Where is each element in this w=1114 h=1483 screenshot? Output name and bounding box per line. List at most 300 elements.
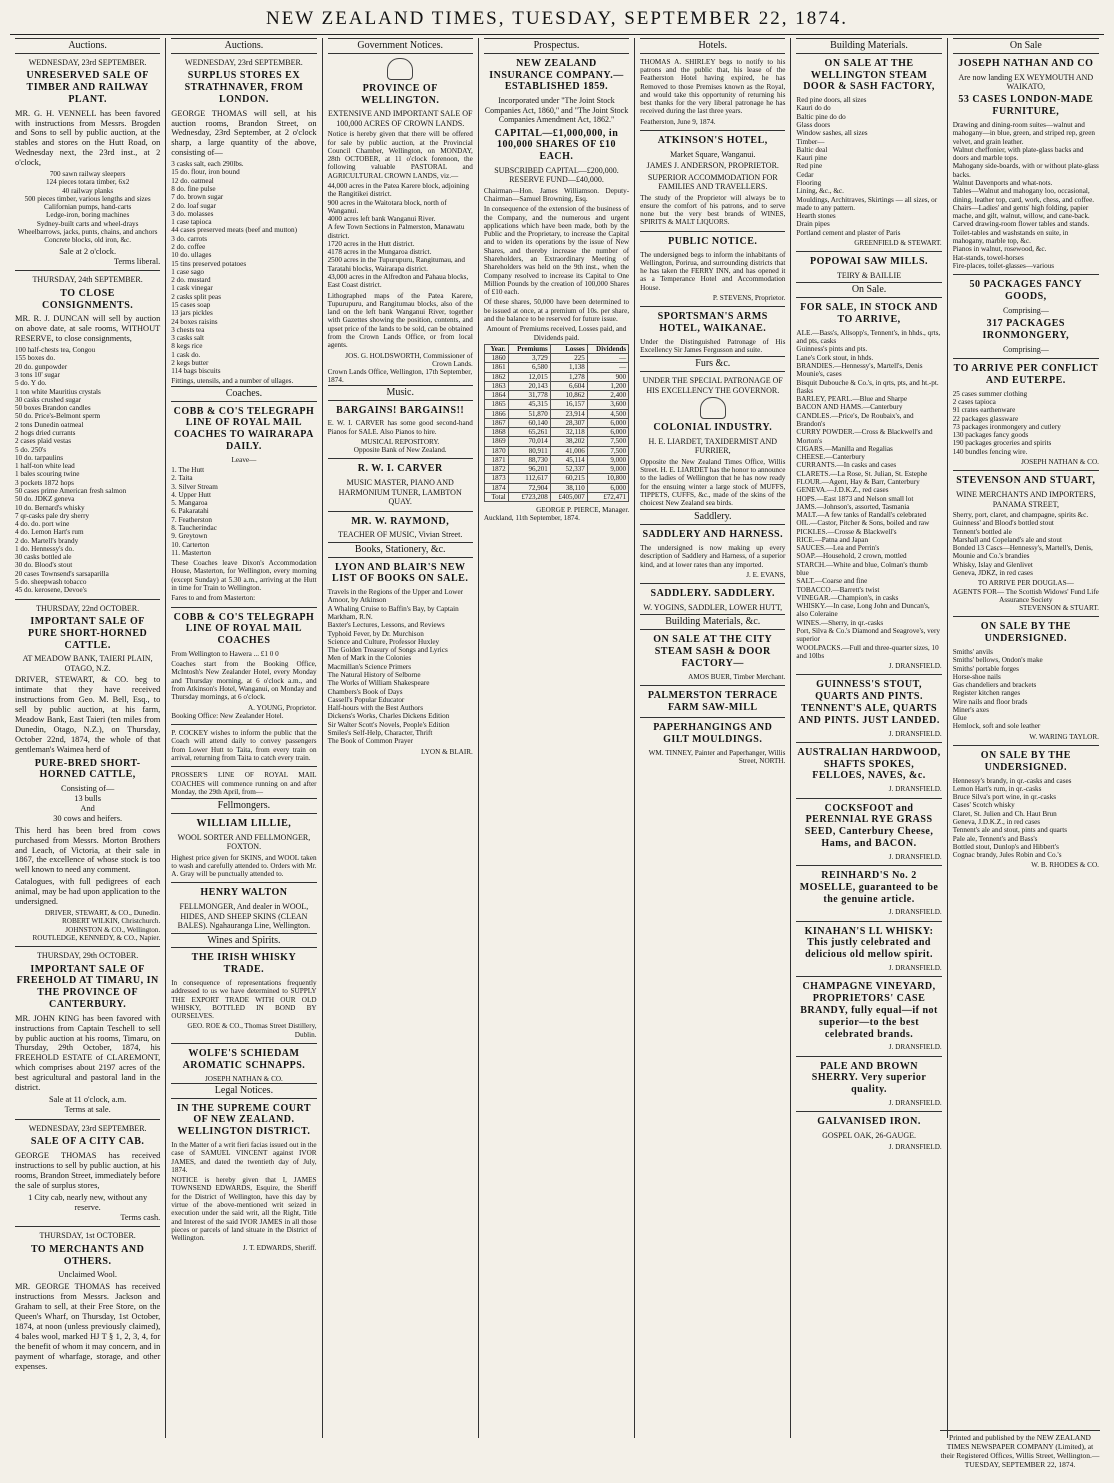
list-item: The Natural History of Selborne	[327, 670, 421, 679]
table-cell: 20,143	[508, 381, 550, 390]
fellmonger-sub: WOOL SORTER AND FELLMONGER, FOXTON.	[177, 832, 311, 852]
list-item: OIL.—Castor, Pitcher & Sons, boiled and raw	[796, 519, 930, 528]
list-item: Lining, &c., &c.	[796, 187, 844, 196]
prospectus-table-title: Amount of Premiums received, Losses paid, and Dividends paid.	[486, 325, 627, 342]
list-item: Port, Silva & Co.'s Diamond and Seagrove's, very superior	[796, 627, 940, 644]
table-cell: Year.	[484, 344, 508, 353]
hotel-body: The undersigned begs to inform the inhabitants of Wellington, Porirua, and surrounding districts that he has taken the FERRY INN, and has opened it as a Temperance Hotel and Accommodation House.	[640, 250, 786, 292]
list-item: Ledge-iron, boring machines	[46, 211, 130, 220]
list-item: 2 hogs dried currants	[15, 428, 76, 437]
table-cell: 16,157	[550, 400, 587, 409]
list-item: 1 do. Hennessy's do.	[15, 544, 74, 553]
undersigned-title: ON SALE BY THE UNDERSIGNED.	[980, 750, 1071, 773]
list-item: CHEESE.—Canterbury	[796, 453, 865, 462]
list-item: Californian pumps, hand-carts	[44, 203, 132, 212]
onsale-title: FOR SALE, IN STOCK AND TO ARRIVE,	[800, 302, 938, 326]
goods-title: 317 PACKAGES IRONMONGERY,	[982, 318, 1070, 341]
list-item: 1 ton white Mauritius crystals	[15, 387, 101, 396]
list-item: 2 do. Martell's brandy	[15, 536, 79, 545]
list-item: 5. Mangaroa	[171, 499, 208, 508]
column-on-sale	[948, 38, 1104, 1438]
fellmonger-title: HENRY WALTON	[200, 887, 288, 899]
list-item: 13 jars pickles	[171, 309, 213, 318]
list-item: 1 cask do.	[171, 350, 201, 359]
list-item: 15 do. flour, iron bound	[171, 168, 240, 177]
auction-body: MR. R. J. DUNCAN will sell by auction on above date, at sale rooms, WITHOUT RESERVE, to close consignments,	[15, 314, 161, 344]
prospectus-directors: Chairman—Hon. James Williamson. Deputy-Chairman—Samuel Browning, Esq.	[483, 186, 630, 204]
gov-sub: EXTENSIVE AND IMPORTANT SALE OF 100,000 ACRES OF CROWN LANDS.	[327, 109, 473, 128]
list-item: Chairs—Ladies' and gents' high folding, papier mache, and gilt, walnut, willow, and cane-back.	[952, 203, 1090, 221]
list-item: 20 do. gunpowder	[15, 362, 68, 371]
wine-sign: GEO. ROE & CO., Thomas Street Distillery, Dublin.	[187, 1022, 317, 1039]
onsale-title: REINHARD'S No. 2 MOSELLE, guaranteed to be the genuine article.	[799, 870, 939, 905]
auction-date: WEDNESDAY, 23rd SEPTEMBER.	[28, 1123, 147, 1133]
legal-notice: NOTICE is hereby given that I, JAMES TOWNSEND EDWARDS, Esquire, the Sheriff for the District of Wellington, have this day by virtue of the above-mentioned writ seized in execution under the said writ, all the Right, Title and Interest of the said IVOR JAMES in all those pieces or parcels of land situate in the District of Wellington.	[171, 1176, 317, 1243]
table-cell: 1872	[484, 465, 508, 474]
table-cell: 31,778	[508, 391, 550, 400]
hotel-date: Featherston, June 9, 1874.	[640, 117, 716, 126]
list-item: Hennessy's brandy, in qr.-casks and cases	[952, 776, 1072, 785]
undersigned-sign: W. B. RHODES & CO.	[1031, 861, 1099, 870]
list-item: Gas chandeliers and brackets	[952, 681, 1037, 690]
auction-body: Catalogues, with full pedigrees of each animal, may be had upon application to the undersigned.	[15, 877, 161, 907]
auction-body: DRIVER, STEWART, & CO. beg to intimate that they have received instructions from Geo. M. Bell, Esq., to sell by public auction, at his farm, Meadow Bank, East Taieri (ten miles from Dunedin, Otago, N.Z.), on Thursday, October 22nd, 1874, the whole of that gentleman's Waimea herd of	[15, 675, 161, 754]
table-cell: 6,604	[550, 381, 587, 390]
hotel-title: SPORTSMAN'S ARMS HOTEL, WAIKANAE.	[657, 311, 768, 334]
list-item: 8 kegs rice	[171, 342, 203, 351]
list-item: 8 do. fine pulse	[171, 185, 216, 193]
list-item: Tables—Walnut and mahogany loo, occasional, dining, leather top, card, work, chess, and coffee.	[952, 187, 1095, 204]
wine-title: THE IRISH WHISKY TRADE.	[191, 952, 297, 976]
list-item: CURRANTS.—In casks and cases	[796, 461, 897, 470]
list-item: 900 acres in the Waitotara block, north of Wanganui.	[327, 198, 447, 215]
fellmonger-body: Highest price given for SKINS, and WOOL taken to wash and carefully attended to. Orders with Mr. A. Gray will be punctually attended to.	[171, 853, 317, 879]
table-cell: 1867	[484, 418, 508, 427]
undersigned-title: ON SALE BY THE UNDERSIGNED.	[980, 621, 1071, 645]
list-item: Kauri pine	[796, 154, 827, 163]
auction-date: THURSDAY, 29th OCTOBER.	[37, 951, 139, 961]
list-item: Travels in the Regions of the Upper and Lower Amoor, by Atkinson	[327, 588, 464, 605]
table-cell: 1862	[484, 372, 508, 381]
auction-tail: Fittings, utensils, and a number of ullages.	[171, 377, 294, 386]
table-row	[484, 381, 628, 390]
list-item: 3 do. carrots	[171, 234, 208, 243]
auction-item: 1 City cab, nearly new, without any reserve.	[28, 1192, 148, 1212]
premium-table	[484, 344, 629, 502]
nathan-sub: Are now landing EX WEYMOUTH AND WAIKATO,	[958, 72, 1094, 92]
list-item: Fire-places, toilet-glasses—various	[952, 261, 1055, 270]
section-heading: Building Materials.	[796, 38, 941, 54]
building-title: PALMERSTON TERRACE FARM SAW-MILL	[647, 689, 778, 713]
onsale-sign: J. DRANSFIELD.	[888, 908, 942, 917]
list-item: Cognac brandy, Jules Robin and Co.'s	[952, 851, 1062, 860]
table-cell: 10,862	[550, 391, 587, 400]
list-item: Sherry, port, claret, and champagne, spirits &c.	[952, 510, 1089, 519]
column-building-materials	[791, 38, 947, 1438]
list-item: 9. Greytown	[171, 532, 208, 541]
list-item: 114 bags biscuits	[171, 367, 221, 376]
list-item: Kauri do do	[796, 104, 831, 113]
table-cell: 1860	[484, 354, 508, 363]
list-item: Tennent's ale and stout, pints and quarts	[952, 826, 1068, 835]
table-cell: 1864	[484, 391, 508, 400]
list-item: Smiths' portable forges	[952, 664, 1019, 673]
stevenson-arrive: TO ARRIVE PER DOUGLAS—	[977, 579, 1074, 588]
list-item: Bisquit Dubouche & Co.'s, in qrts, pts, and ht.-pt. flasks	[796, 378, 939, 395]
list-item: Horse-shoe nails	[952, 672, 1001, 681]
table-row	[484, 354, 628, 363]
list-item: Red pine	[796, 162, 823, 171]
auction-and: And	[80, 803, 95, 813]
list-item: Science and Culture, Professor Huxley	[327, 637, 440, 646]
list-item: The Works of William Shakespeare	[327, 679, 430, 688]
list-item: Typhoid Fever, by Dr. Murchison	[327, 629, 424, 638]
list-item: Timber—	[796, 137, 825, 146]
coach-title: COBB & CO'S TELEGRAPH LINE OF ROYAL MAIL COACHES	[173, 611, 315, 647]
table-row	[484, 344, 628, 353]
list-item: 1720 acres in the Hutt district.	[327, 239, 415, 248]
list-item: 2 casks split peas	[171, 292, 221, 301]
auction-body: MR. G. H. VENNELL has been favored with instructions from Messrs. Brogden and Sons to sell by public auction, at the stables and stores on the Hutt Road, on Wednesday next, the 23rd inst., at 2 o'clock,	[15, 108, 161, 168]
auction-place: AT MEADOW BANK, TAIERI PLAIN, OTAGO, N.Z.	[22, 654, 153, 673]
wine-title: WOLFE'S SCHIEDAM AROMATIC SCHNAPPS.	[182, 1047, 306, 1071]
auction-title: IMPORTANT SALE OF FREEHOLD AT TIMARU, IN THE PROVINCE OF CANTERBURY.	[16, 963, 159, 1010]
table-cell: Dividends	[587, 344, 628, 353]
column-auctions-1	[10, 38, 166, 1438]
building-title: ON SALE AT THE WELLINGTON STEAM DOOR & SASH FACTORY,	[803, 57, 935, 93]
list-item: Glass doors	[796, 121, 831, 130]
list-item: Marshall and Copeland's ale and stout	[952, 535, 1062, 544]
table-cell: 1861	[484, 363, 508, 372]
list-item: Macmillan's Science Primers	[327, 662, 412, 671]
building-sign: GREENFIELD & STEWART.	[854, 238, 942, 247]
table-cell: 7,500	[587, 437, 628, 446]
hotel-body: Under the Distinguished Patronage of His Excellency Sir James Fergusson and suite.	[640, 337, 786, 355]
list-item: 7 do. brown sugar	[171, 193, 224, 202]
auction-date: WEDNESDAY, 23rd SEPTEMBER.	[28, 57, 147, 67]
table-cell: 1,278	[550, 372, 587, 381]
building-sub: TEIRY & BAILLIE	[836, 271, 902, 281]
auction-date: THURSDAY, 24th SEPTEMBER.	[32, 275, 143, 285]
list-item: 6. Pakaratahi	[171, 507, 209, 516]
list-item: Concrete blocks, old iron, &c.	[44, 236, 132, 245]
section-heading: Coaches.	[171, 386, 316, 402]
saddlery-body: The undersigned is now making up every description of Saddlery and Harness, of a superior kind, and at lower rates than any imported.	[640, 543, 786, 569]
building-sign: WM. TINNEY, Painter and Paperhanger, Willis Street, NORTH.	[648, 749, 786, 766]
list-item: 2. Taita	[171, 474, 193, 483]
building-title: PAPERHANGINGS AND GILT MOULDINGS.	[653, 722, 773, 746]
coach-sign: A. YOUNG, Proprietor.	[247, 703, 317, 712]
prospectus-title: NEW ZEALAND INSURANCE COMPANY.—ESTABLISHED 1859.	[489, 57, 624, 93]
table-cell: 6,000	[587, 418, 628, 427]
section-heading: Auctions.	[171, 38, 316, 54]
list-item: 1 bales scouring twine	[15, 470, 80, 479]
table-cell: 60,215	[550, 474, 587, 483]
list-item: 2 do. loaf sugar	[171, 201, 216, 210]
list-item: ROUTLEDGE, KENNEDY, & CO., Napier.	[32, 933, 161, 942]
onsale-title: AUSTRALIAN HARDWOOD, SHAFTS SPOKES, FELLOES, NAVES, &c.	[797, 746, 941, 782]
list-item: 1 half-ton white lead	[15, 462, 75, 471]
coach-stop-list	[171, 466, 316, 557]
music-title: MR. W. RAYMOND,	[351, 515, 450, 527]
list-item: Hearth stones	[796, 212, 836, 221]
list-item: 24 boxes raisins	[171, 317, 218, 326]
onsale-title: GALVANISED IRON.	[817, 1116, 921, 1128]
auction-date: WEDNESDAY, 23rd SEPTEMBER.	[185, 57, 303, 67]
list-item: 2500 acres in the Tupurupuru, Rangitumau, and Taratahi blocks, Wairarapa district.	[327, 256, 465, 273]
undersigned-sign: W. WARING TAYLOR.	[1029, 732, 1099, 741]
section-heading: Legal Notices.	[171, 1083, 316, 1099]
books-title: LYON AND BLAIR'S NEW LIST OF BOOKS ON SALE.	[332, 561, 469, 585]
table-cell: 1869	[484, 437, 508, 446]
list-item: 2 do. mustard	[171, 276, 211, 285]
table-cell: 3,729	[508, 354, 550, 363]
list-item: Baltic pine do do	[796, 112, 846, 121]
royal-crest-icon	[700, 397, 726, 419]
table-row	[484, 483, 628, 492]
list-item: TOBACCO.—Barrett's twist	[796, 585, 880, 594]
auction-title: SALE OF A CITY CAB.	[30, 1136, 145, 1148]
list-item: DRIVER, STEWART, & CO., Dunedin.	[44, 909, 161, 918]
table-cell: 80,911	[508, 446, 550, 455]
list-item: WOOLPACKS.—Full and three-quarter sizes, 10 and 10lbs	[796, 643, 939, 660]
list-item: GENEVA.—J.D.K.Z., red cases	[796, 486, 889, 495]
furs-head: UNDER THE SPECIAL PATRONAGE OF HIS EXCELLENCY THE GOVERNOR.	[642, 376, 783, 395]
smith-list	[953, 648, 1099, 731]
onsale-sign: J. DRANSFIELD.	[888, 662, 942, 671]
list-item: 2 tons Dunedin oatmeal	[15, 420, 84, 429]
list-item: 3 do. molasses	[171, 209, 214, 218]
section-heading: Government Notices.	[328, 38, 473, 54]
saddlery-title: SADDLERY. SADDLERY.	[650, 588, 775, 600]
list-item: Geneva, JDKZ, in red cases	[952, 568, 1033, 577]
list-item: 5 do. 250's	[15, 445, 47, 454]
furniture-list	[953, 121, 1099, 270]
onsale-item-list	[796, 329, 941, 660]
list-item: Chambers's Book of Days	[327, 687, 403, 696]
list-item: Cedar	[796, 170, 814, 179]
list-item: 2 cases plaid vestas	[15, 437, 72, 446]
list-item: Portland cement and plaster of Paris	[796, 228, 901, 237]
list-item: BRANDIES.—Hennessy's, Martell's, Denis Mounie's, cases	[796, 362, 923, 379]
table-cell: 38,202	[550, 437, 587, 446]
paper-date: TUESDAY, SEPTEMBER 22, 1874.	[512, 8, 849, 29]
table-row	[484, 437, 628, 446]
auction-terms: Terms cash.	[120, 1212, 161, 1222]
list-item: Wire nails and floor brads	[952, 697, 1028, 706]
section-heading: Prospectus.	[484, 38, 629, 54]
table-cell: £405,007	[550, 492, 587, 501]
hotel-body: THOMAS A. SHIRLEY begs to notify to his patrons and the public that, his lease of the Featherston Hotel having expired, he has Removed to those Premises known as the Royal, and would take this opportunity of returning his best thanks for the very liberal patronage he has received during the last three years.	[640, 57, 786, 116]
books-sign: LYON & BLAIR.	[421, 747, 473, 756]
table-cell: 1871	[484, 455, 508, 464]
table-cell: Premiums	[508, 344, 550, 353]
table-cell: 96,201	[508, 465, 550, 474]
royal-crest-icon	[387, 58, 413, 80]
wine-list	[953, 511, 1099, 577]
prospectus-reserve: SUBSCRIBED CAPITAL—£200,000. RESERVE FUND—£40,000.	[494, 165, 619, 185]
music-sub: MUSIC MASTER, PIANO AND HARMONIUM TUNER, LAMBTON QUAY.	[338, 478, 462, 507]
onsale-sign: J. DRANSFIELD.	[888, 852, 942, 861]
list-item: 10 do. Bernard's whisky	[15, 503, 85, 512]
publisher-imprint: Printed and published by the NEW ZEALAND TIMES NEWSPAPER COMPANY (Limited), at their Registered Offices, Willis Street, Wellington.—TUESDAY, SEPTEMBER 22, 1874.	[940, 1430, 1100, 1469]
list-item: CURRY POWDER.—Cross & Blackwell's and Morton's	[796, 428, 933, 445]
coach-fares-title: Fares to and from Masterton:	[171, 594, 256, 603]
onsale-sign: J. DRANSFIELD.	[888, 1142, 942, 1151]
building-title: ON SALE AT THE CITY STEAM SASH & DOOR FACTORY—	[653, 634, 773, 669]
table-cell: 65,261	[508, 428, 550, 437]
onsale-sign: J. DRANSFIELD.	[888, 1043, 942, 1052]
auction-consisting: Consisting of—	[61, 784, 115, 794]
coach-fare: From Wellington to Hawera ... £1 0 0	[171, 649, 279, 658]
coach-body: P. COCKEY wishes to inform the public that the Coach will attend daily to convey passengers from Lower Hutt to Taita, from every train on arrival, returning from Taita to catch every train.	[171, 729, 317, 762]
list-item: 4178 acres in the Mungaroa district.	[327, 248, 432, 257]
auction-herd: PURE-BRED SHORT-HORNED CATTLE,	[34, 757, 141, 781]
table-cell: Total	[484, 492, 508, 501]
section-heading: Fellmongers.	[171, 798, 316, 814]
auction-count: 13 bulls	[74, 794, 102, 804]
list-item: 30 casks crushed sugar	[15, 395, 82, 404]
fellmonger-sub: FELLMONGER, And dealer in WOOL, HIDES, AND SHEEP SKINS (CLEAN BALES). Ngahauranga Line, Wellington.	[177, 902, 311, 931]
table-cell: £72,471	[587, 492, 628, 501]
table-cell: 225	[550, 354, 587, 363]
music-body: E. W. I. CARVER has some good second-hand Pianos for SALE. Also Pianos to hire.	[327, 419, 473, 436]
table-cell: 1,200	[587, 381, 628, 390]
list-item: Miner's axes	[952, 705, 989, 714]
onsale-sign: J. DRANSFIELD.	[888, 729, 942, 738]
list-item: Bruce Silva's port wine, in qr.-casks	[952, 793, 1056, 802]
gov-sign: JOS. G. HOLDSWORTH, Commissioner of Crown Lands.	[345, 351, 473, 368]
list-item: 73 packages ironmongery and cutlery	[952, 422, 1061, 431]
list-item: Sydney-built carts and wheel-drays	[36, 219, 139, 228]
table-row	[484, 446, 628, 455]
table-cell: 112,617	[508, 474, 550, 483]
list-item: HOPS.—East 1873 and Nelson small lot	[796, 494, 914, 503]
onsale-sign: J. DRANSFIELD.	[888, 1099, 942, 1108]
section-heading: Music.	[328, 385, 473, 401]
list-item: 30 do. Blood's stout	[15, 561, 73, 570]
onsale-title: COCKSFOOT and PERENNIAL RYE GRASS SEED, Canterbury Cheese, Hams, and BACON.	[804, 802, 934, 849]
list-item: 2 do. coffee	[171, 242, 206, 251]
list-item: BARLEY, PEARL.—Blue and Sharpe	[796, 395, 908, 404]
list-item: The Book of Common Prayer	[327, 737, 414, 746]
list-item: 3 chests tea	[171, 325, 205, 334]
list-item: Smiths' bellows, Ondon's make	[952, 656, 1043, 665]
paper-title: NEW ZEALAND TIMES,	[265, 8, 506, 29]
prospectus-capital: CAPITAL—£1,000,000, in 100,000 SHARES OF £10 EACH.	[494, 127, 619, 163]
list-item: 44,000 acres in the Patea Karere block, adjoining the Rangitikei district.	[327, 181, 470, 199]
table-cell: 1870	[484, 446, 508, 455]
list-item: 1 case tapioca	[171, 218, 212, 227]
column-hotels	[635, 38, 791, 1438]
list-item: Flooring	[796, 179, 822, 187]
table-cell: —	[587, 363, 628, 372]
list-item: 2 cases tapioca	[952, 398, 996, 407]
list-item: 20 cases Townsend's sarsaparilla	[15, 569, 109, 578]
prospectus-sign: GEORGE P. PIERCE, Manager.	[536, 506, 630, 515]
table-cell: 1873	[484, 474, 508, 483]
saddlery-title: SADDLERY AND HARNESS.	[642, 529, 784, 541]
masthead	[10, 8, 1104, 35]
auction-firm-list	[15, 909, 160, 942]
auction-date: THURSDAY, 22nd OCTOBER.	[36, 603, 140, 613]
table-cell: 51,870	[508, 409, 550, 418]
saddlery-sign: J. E. EVANS,	[746, 570, 786, 579]
gov-body: Notice is hereby given that there will be offered for sale by public auction, at the Provincial Council Chamber, Wellington, on MONDAY, 28th OCTOBER, at 11 o'clock forenoon, the following valuable PASTORAL and AGRICULTURAL CROWN LANDS, viz.—	[327, 130, 473, 180]
list-item: 140 bundles fencing wire.	[952, 447, 1028, 456]
list-item: 190 packages groceries and spirits	[952, 439, 1052, 448]
list-item: SAUCES.—Lea and Perrin's	[796, 544, 880, 553]
building-title: POPOWAI SAW MILLS.	[810, 256, 929, 268]
goods-title: 50 PACKAGES FANCY GOODS,	[969, 279, 1083, 302]
auction-title: UNRESERVED SALE OF TIMBER AND RAILWAY PLANT.	[26, 70, 149, 105]
onsale-title: GUINNESS'S STOUT, QUARTS AND PINTS. TENNENT'S ALE, QUARTS AND PINTS. JUST LANDED.	[798, 679, 940, 726]
list-item: Walnut Davenports and what-nots.	[952, 179, 1053, 188]
list-item: 5 do. Y do.	[15, 379, 47, 388]
auction-title: SURPLUS STORES EX STRATHNAVER, FROM LONDON.	[184, 70, 304, 105]
auction-body: This herd has been bred from cows purchased from Messrs. Morton Brothers and Leach, of Victoria, at their sale in 1867, the excellence of whose stock is too well known to need any comment.	[15, 825, 161, 875]
table-cell: 23,914	[550, 409, 587, 418]
table-cell: 9,000	[587, 465, 628, 474]
column-government	[323, 38, 479, 1438]
nathan-cases: 53 CASES LONDON-MADE FURNITURE,	[958, 94, 1094, 118]
list-item: Bonded 13 Cascs—Hennessy's, Martell's, Denis, Mounie and Co.'s brandies	[952, 544, 1093, 561]
music-title: BARGAINS! BARGAINS!!	[336, 404, 465, 416]
list-item: Pianos in walnut, rosewood, &c.	[952, 245, 1047, 254]
list-item: 4. Upper Hutt	[171, 490, 212, 499]
list-item: Claret, St. Julien and Ch. Haut Brun	[952, 809, 1057, 818]
list-item: VINEGAR.—Champion's, in casks	[796, 593, 899, 602]
list-item: 700 sawn railway sleepers	[49, 170, 126, 179]
table-cell: 1866	[484, 409, 508, 418]
prospectus-body: In consequence of the extension of the business of the Company, and the numerous and urgent applications which have been made, both by the Public and the Proprietary, to increase the Capital and to widen its operations by the issue of New Shares, and thereby increase the number of Shareholders, an Extraordinary Meeting of Shareholders was held on the 9th inst., when the Company resolved to increase its Capital to One Million Pounds by the creation of 100,000 Shares of £10 each.	[483, 205, 630, 297]
stevenson-sign: STEVENSON & STUART.	[1019, 604, 1099, 613]
auction-title: TO MERCHANTS AND OTHERS.	[30, 1243, 145, 1267]
section-heading: Books, Stationery, &c.	[328, 542, 473, 558]
list-item: WINES.—Sherry, in qr.-casks	[796, 618, 884, 627]
prospectus-sub: Incorporated under "The Joint Stock Companies Act, 1860," and "The Joint Stock Companies Amendment Act, 1862."	[484, 96, 629, 125]
table-row	[484, 455, 628, 464]
list-item: SOAP.—Household, 2 crown, mottled	[796, 552, 907, 561]
table-cell: 6,000	[587, 428, 628, 437]
onsale-sub: GOSPEL OAK, 26-GAUGE.	[822, 1131, 916, 1141]
list-item: 8. Taucherindac	[171, 523, 217, 532]
table-cell: 7,500	[587, 446, 628, 455]
table-row	[484, 372, 628, 381]
legal-title: IN THE SUPREME COURT OF NEW ZEALAND. WELLINGTON DISTRICT.	[176, 1102, 312, 1138]
list-item: FLOUR.—Agent, Hay & Barr, Canterbury	[796, 477, 920, 486]
list-item: 10 do. ullages	[171, 251, 212, 260]
gov-title: PROVINCE OF WELLINGTON.	[361, 82, 440, 106]
coach-title: COBB & CO'S TELEGRAPH LINE OF ROYAL MAIL COACHES TO WAIRARAPA DAILY.	[173, 405, 315, 452]
list-item: Register kitchen ranges	[952, 689, 1021, 698]
auction-date: THURSDAY, 1st OCTOBER.	[39, 1231, 136, 1241]
list-item: 4 do. Lemon Hart's rum	[15, 528, 84, 537]
column-auctions-2	[166, 38, 322, 1438]
list-item: 30 casks bottled ale	[15, 553, 72, 562]
list-item: 10 do. tarpaulins	[15, 453, 64, 462]
section-heading: Auctions.	[15, 38, 160, 54]
table-row	[484, 418, 628, 427]
table-cell: 9,000	[587, 455, 628, 464]
list-item: Baxter's Lectures, Lessons, and Reviews	[327, 621, 445, 630]
table-cell: 900	[587, 372, 628, 381]
list-item: SALT.—Coarse and fine	[796, 577, 868, 586]
section-heading: On Sale.	[796, 282, 941, 298]
table-cell: 28,307	[550, 418, 587, 427]
building-item-list	[796, 96, 941, 237]
arrive-title: TO ARRIVE PER CONFLICT AND EUTERPE.	[953, 363, 1099, 386]
